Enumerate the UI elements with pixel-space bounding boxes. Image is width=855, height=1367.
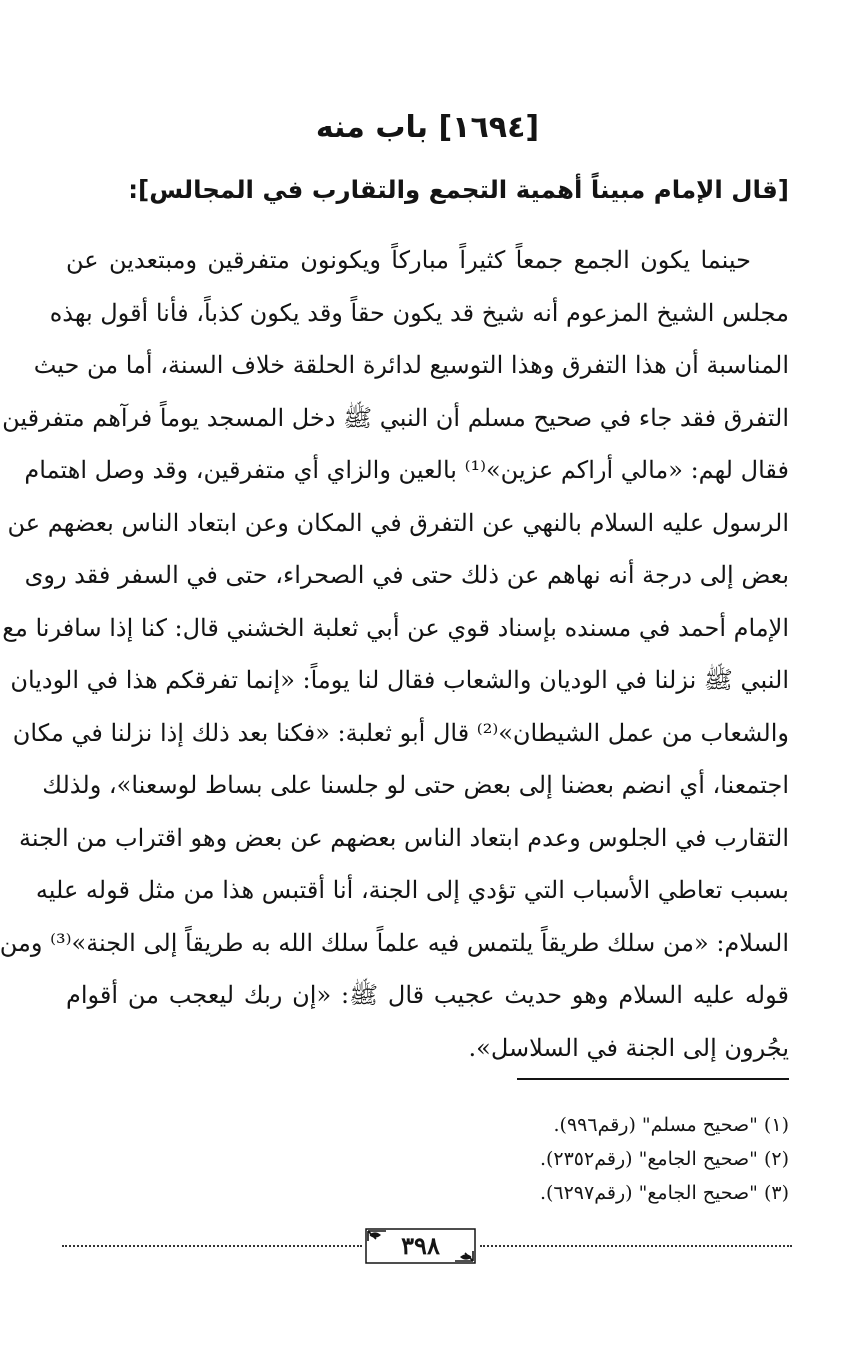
body-line: قوله عليه السلام وهو حديث عجيب قال ﷺ: «إن ربك ليعجب من أقوام xyxy=(66,981,789,1009)
section-subheading: [قال الإمام مبيناً أهمية التجمع والتقارب في المجالس]: xyxy=(128,175,789,204)
body-line: اجتمعنا، أي انضم بعضنا إلى بعض حتى لو جلسنا على بساط لوسعنا»، ولذلك xyxy=(42,771,789,799)
body-line: مجلس الشيخ المزعوم أنه شيخ قد يكون حقاً وقد يكون كذباً، فأنا أقول بهذه xyxy=(49,298,789,327)
body-line: حينما يكون الجمع جمعاً كثيراً مباركاً ويكونون متفرقين ومبتعدين عن xyxy=(66,246,751,274)
page-number-ornament xyxy=(364,1226,477,1266)
chapter-title: [١٦٩٤] باب منه xyxy=(315,110,540,145)
body-line: والشعاب من عمل الشيطان»⁽²⁾ قال أبو ثعلبة: «فكنا بعد ذلك إذا نزلنا في مكان xyxy=(12,718,789,747)
body-line: التقارب في الجلوس وعدم ابتعاد الناس بعضهم عن بعض وهو اقتراب من الجنة xyxy=(19,823,789,852)
body-text xyxy=(0,234,789,1074)
footnote-3: (٣) "صحيح الجامع" (رقم٦٢٩٧). xyxy=(539,1182,789,1204)
body-line: السلام: «من سلك طريقاً يلتمس فيه علماً سلك الله به طريقاً إلى الجنة»⁽³⁾ ومن xyxy=(0,928,789,957)
footnote-separator xyxy=(517,1078,789,1080)
body-line: الرسول عليه السلام بالنهي عن التفرق في المكان وعن ابتعاد الناس بعضهم عن xyxy=(7,508,789,537)
body-line: المناسبة أن هذا التفرق وهذا التوسيع لدائرة الحلقة خلاف السنة، أما من حيث xyxy=(33,351,789,379)
body-line: النبي ﷺ نزلنا في الوديان والشعاب فقال لنا يوماً: «إنما تفرقكم هذا في الوديان xyxy=(10,666,789,694)
body-line: فقال لهم: «مالي أراكم عزين»⁽¹⁾ بالعين والزاي أي متفرقين، وقد وصل اهتمام xyxy=(24,456,789,484)
body-line: التفرق فقد جاء في صحيح مسلم أن النبي ﷺ دخل المسجد يوماً فرآهم متفرقين xyxy=(2,403,789,432)
body-line: الإمام أحمد في مسنده بإسناد قوي عن أبي ثعلبة الخشني قال: كنا إذا سافرنا مع xyxy=(2,613,789,642)
body-line: بسبب تعاطي الأسباب التي تؤدي إلى الجنة، أنا أقتبس هذا من مثل قوله عليه xyxy=(35,876,789,904)
footnote-1: (١) "صحيح مسلم" (رقم٩٩٦). xyxy=(553,1114,789,1136)
footer-dotted-rule-left xyxy=(62,1245,362,1247)
footer-dotted-rule-right xyxy=(480,1245,792,1247)
body-line: بعض إلى درجة أنه نهاهم عن ذلك حتى في الصحراء، حتى في السفر فقد روى xyxy=(24,561,789,589)
footnote-2: (٢) "صحيح الجامع" (رقم٢٣٥٢). xyxy=(539,1148,789,1170)
footnotes xyxy=(66,1108,789,1210)
body-line: يجُرون إلى الجنة في السلاسل». xyxy=(468,1033,789,1062)
page-number: ٣٩٨ xyxy=(401,1231,440,1260)
